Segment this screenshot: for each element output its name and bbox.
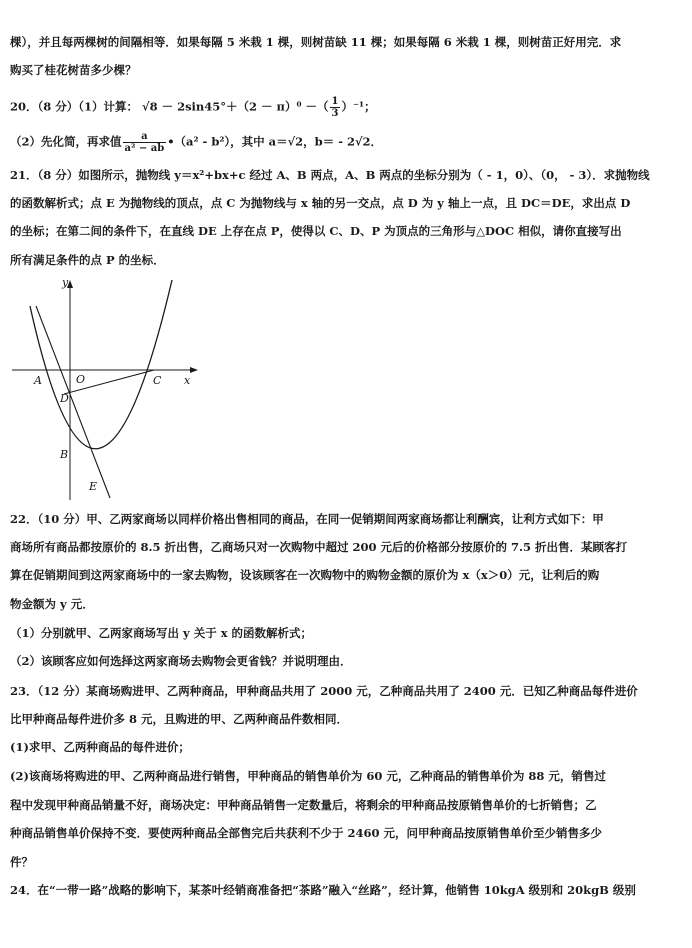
question-20-part-2 (10, 131, 682, 154)
question-22-sub-1: （1）分别就甲、乙两家商场写出 y 关于 x 的函数解析式； (10, 626, 313, 640)
question-21-line-2: 的函数解析式；点 E 为抛物线的顶点，点 C 为抛物线与 x 轴的另一交点，点 D 为 y 轴上一点，且 DC＝DE，求出点 D (10, 196, 631, 210)
question-23-line-2: 比甲种商品每件进价多 8 元，且购进的甲、乙两种商品件数相同． (10, 712, 349, 726)
question-23-sub-2-line-4: 件？ (10, 855, 33, 869)
q20-part2-prefix: （2）先化简，再求值 (10, 134, 122, 149)
fraction-one-third (330, 96, 341, 119)
label-b: B (60, 448, 69, 461)
fraction-numerator: a (123, 131, 167, 143)
label-d: D (60, 392, 69, 405)
question-24-line-1: 24．在“一带一路”战略的影响下，某茶叶经销商准备把“茶路”融入“丝路”，经计算，他销售 10kgA 级别和 20kgB 级别 (10, 883, 636, 897)
question-23-sub-2-line-1: (2)该商场将购进的甲、乙两种商品进行销售，甲种商品的销售单价为 60 元，乙种商品的销售单价为 88 元，销售过 (10, 769, 606, 783)
intro-line-1: 棵），并且每两棵树的间隔相等．如果每隔 5 米栽 1 棵，则树苗缺 11 棵；如果每隔 6 米栽 1 棵，则树苗正好用完．求 (10, 35, 622, 49)
parabola-curve (30, 280, 172, 449)
label-y: y (62, 276, 69, 289)
label-a: A (34, 374, 42, 387)
q20-part1-prefix: 20．（8 分）（1）计算： (10, 99, 139, 114)
question-22-line-4: 物金额为 y 元． (10, 597, 94, 611)
question-21-line-4: 所有满足条件的点 P 的坐标． (10, 253, 165, 267)
question-23-sub-2-line-2: 程中发现甲种商品销量不好，商场决定：甲种商品销售一定数量后，将剩余的甲种商品按原销售单价的七折销售；乙 (10, 798, 597, 812)
fraction-denominator: 3 (331, 108, 339, 119)
line-de (36, 306, 110, 498)
label-o: O (76, 373, 86, 386)
question-20-part-1 (10, 96, 682, 119)
parabola-figure (8, 272, 204, 504)
question-23-line-1: 23．（12 分）某商场购进甲、乙两种商品，甲种商品共用了 2000 元，乙种商品共用了 2400 元．已知乙种商品每件进价 (10, 684, 638, 698)
q20-part1-suffix: ）⁻¹； (341, 99, 376, 114)
label-e: E (89, 480, 98, 493)
label-x: x (184, 374, 191, 387)
x-axis-arrow (190, 367, 198, 373)
question-23-sub-1: (1)求甲、乙两种商品的每件进价； (10, 740, 190, 754)
question-21-line-3: 的坐标；在第二间的条件下，在直线 DE 上存在点 P，使得以 C、D、P 为顶点的三角形与△DOC 相似，请你直接写出 (10, 224, 622, 238)
question-22-line-3: 算在促销期间到这两家商场中的一家去购物，设该顾客在一次购物中的购物金额的原价为 x（x＞0）元，让利后的购 (10, 568, 600, 582)
question-23-sub-2-line-3: 种商品销售单价保持不变．要使两种商品全部售完后共获利不少于 2460 元，问甲种商品按原销售单价至少销售多少 (10, 826, 603, 840)
question-22-line-1: 22．（10 分）甲、乙两家商场以同样价格出售相同的商品，在同一促销期间两家商场都让利酬宾，让利方式如下：甲 (10, 512, 604, 526)
fraction-numerator: 1 (331, 96, 339, 107)
q20-part1-expression: √8 － 2sin45°＋（2 － π）⁰ －（ (138, 99, 329, 114)
fraction-a-over-a2-ab (123, 131, 167, 154)
question-21-line-1: 21．（8 分）如图所示，抛物线 y＝x²+bx+c 经过 A、B 两点，A、B 两点的坐标分别为（ - 1，0）、（0， - 3）．求抛物线 (10, 168, 650, 182)
label-c: C (153, 374, 162, 387)
intro-line-2: 购买了桂花树苗多少棵？ (10, 63, 137, 77)
question-22-sub-2: （2）该顾客应如何选择这两家商场去购物会更省钱？并说明理由． (10, 654, 352, 668)
question-22-line-2: 商场所有商品都按原价的 8.5 折出售，乙商场只对一次购物中超过 200 元后的价格部分按原价的 7.5 折出售．某顾客打 (10, 540, 628, 554)
q20-part2-suffix: •（a² - b²），其中 a＝√2，b＝ - 2√2． (167, 134, 383, 149)
fraction-denominator: a² − ab (124, 143, 165, 154)
